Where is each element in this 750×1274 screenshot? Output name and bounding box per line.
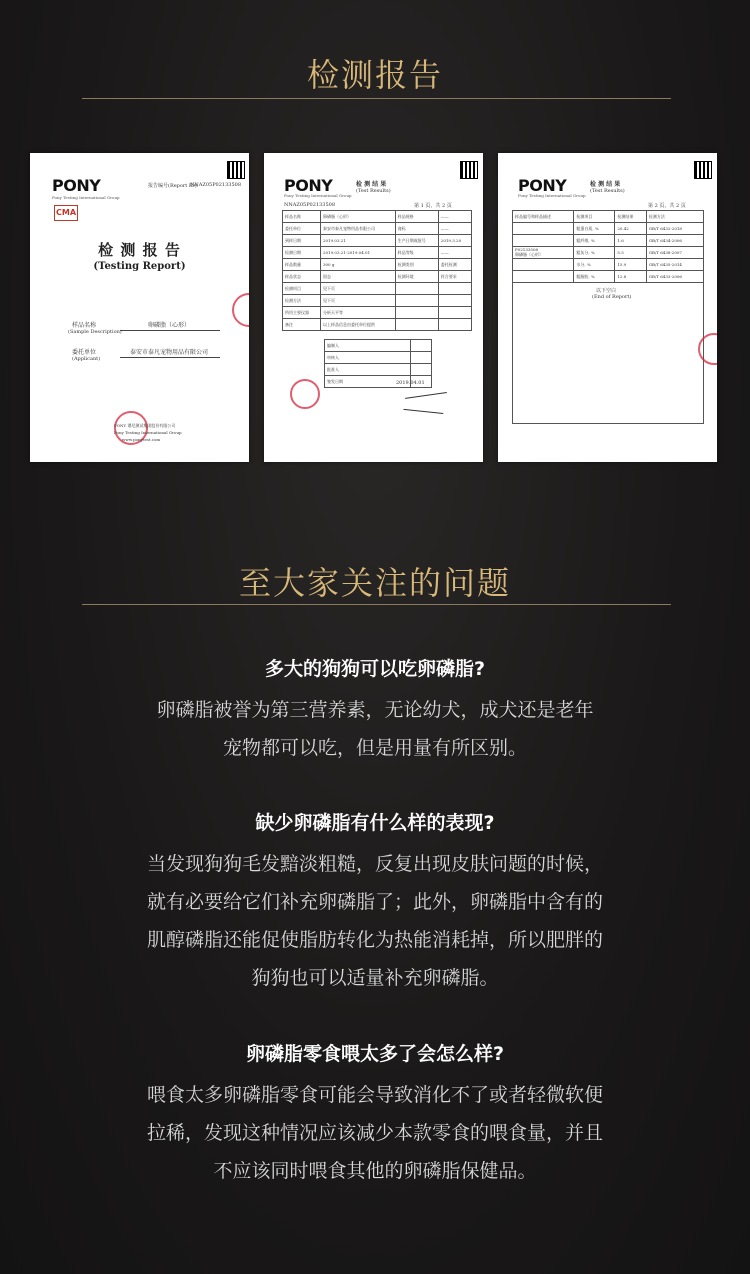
cover-title-en: (Testing Report)	[93, 261, 186, 272]
table-cell: 样品规格	[395, 211, 438, 223]
table-cell: 见下页	[320, 295, 395, 307]
issue-date: 2019.04.01	[396, 380, 425, 386]
faq-answer-line: 不应该同时喂食其他的卵磷脂保健品。	[213, 1160, 537, 1182]
underline	[120, 357, 220, 358]
pony-logo: PONY	[518, 176, 567, 195]
red-seal	[290, 379, 320, 409]
table-row	[283, 295, 472, 307]
report-id: NNAZ05P02133508	[190, 182, 242, 188]
cover-footer-url: www.ponytest.com	[122, 437, 161, 442]
table-cell: GB/T 6435-2014	[646, 259, 703, 271]
table-cell: 卵磷脂（心形）	[320, 211, 395, 223]
report-results-page-1-image	[264, 153, 483, 462]
faq-answer-line: 狗狗也可以适量补充卵磷脂。	[251, 967, 499, 989]
cma-mark: CMA	[54, 205, 78, 221]
faq-answer-line: 宠物都可以吃，但是用量有所区别。	[222, 737, 527, 759]
table-cell: 检测项目	[283, 283, 321, 295]
end-of-report: 以下空白	[596, 288, 617, 294]
table-cell: 20.42	[615, 223, 646, 235]
red-seal	[232, 293, 249, 327]
table-cell: 编制人	[325, 340, 411, 352]
brand-sub: Pony Testing International Group	[52, 195, 120, 200]
brand-sub: Pony Testing International Group	[518, 193, 586, 198]
title-divider	[82, 604, 671, 605]
table-cell: 批准人	[325, 364, 411, 376]
page-indicator: 第 1 页，共 2 页	[414, 203, 452, 209]
table-cell: 2019.3.20	[438, 235, 471, 247]
report-id: NNAZ05P02133508	[284, 202, 336, 208]
sample-value: 卵磷脂（心形）	[148, 322, 191, 329]
table-cell: 300 g	[320, 259, 395, 271]
faq-question: 缺少卵磷脂有什么样的表现?	[255, 812, 495, 834]
table-row	[325, 352, 432, 364]
applicant-label-en: (Applicant)	[72, 356, 101, 362]
table-cell	[395, 307, 438, 319]
report-results-page-2-image	[498, 153, 717, 462]
table-cell: 签发日期	[325, 376, 411, 388]
applicant-label: 委托单位	[72, 349, 97, 356]
section-title-faq: 至大家关注的问题	[238, 564, 511, 602]
cover-footer: PONY 谱尼测试集团股份有限公司	[114, 423, 176, 428]
table-row	[283, 307, 472, 319]
table-row	[325, 340, 432, 352]
underline	[120, 330, 220, 331]
table-cell: ——	[438, 223, 471, 235]
table-frame	[512, 210, 704, 424]
table-row	[325, 364, 432, 376]
cover-title-cn: 检 测 报 告	[98, 241, 181, 259]
table-cell: 检测日期	[283, 247, 321, 259]
table-cell: 审核人	[325, 352, 411, 364]
table-cell	[438, 295, 471, 307]
pony-logo: PONY	[52, 176, 101, 195]
table-header-cell: 检测项目	[574, 211, 615, 223]
table-cell: 检测环境	[395, 271, 438, 283]
table-cell: 固态	[320, 271, 395, 283]
table-cell: 样品状态	[283, 271, 321, 283]
signature	[403, 397, 444, 414]
results-heading: 检 测 结 果	[356, 181, 387, 188]
table-cell: 5.5	[615, 247, 646, 259]
table-cell: 所用主要仪器	[283, 307, 321, 319]
table-cell	[395, 319, 438, 331]
table-row	[283, 271, 472, 283]
qr-code-icon	[460, 161, 478, 179]
table-cell: 委托单位	[283, 223, 321, 235]
page-indicator: 第 2 页，共 2 页	[648, 203, 686, 209]
table-header-cell: 样品编号和样品描述	[513, 211, 574, 223]
sample-code: P02133508	[515, 247, 539, 252]
table-row	[283, 235, 472, 247]
table-cell: 2019.03.21-2019.04.01	[320, 247, 395, 259]
cover-footer-en: Pony Testing International Group	[114, 430, 182, 435]
faq-answer-line: 肌醇磷脂还能促使脂肪转化为热能消耗掉，所以肥胖的	[146, 929, 603, 951]
table-cell: 检测方法	[283, 295, 321, 307]
results-table	[282, 210, 472, 331]
sample-name: 卵磷脂（心形）	[515, 252, 543, 257]
table-cell: ——	[438, 211, 471, 223]
results-heading: 检 测 结 果	[590, 181, 621, 188]
table-cell	[411, 340, 432, 352]
table-row	[283, 223, 472, 235]
table-row	[283, 283, 472, 295]
table-header-cell: 检测结果	[615, 211, 646, 223]
table-row	[283, 247, 472, 259]
table-row	[283, 319, 472, 331]
table-cell: 以上样品信息由委托单位提供	[320, 319, 395, 331]
table-cell	[438, 283, 471, 295]
sample-label-en: (Sample Description)	[68, 329, 122, 335]
table-cell	[411, 364, 432, 376]
table-cell	[438, 319, 471, 331]
sample-label: 样品名称	[72, 322, 97, 329]
brand-sub: Pony Testing International Group	[284, 193, 352, 198]
table-cell	[438, 307, 471, 319]
table-cell	[411, 352, 432, 364]
table-cell: 委托检测	[438, 259, 471, 271]
table-cell: ——	[438, 247, 471, 259]
faq-answer-line: 就有必要给它们补充卵磷脂了；此外，卵磷脂中含有的	[146, 891, 603, 913]
table-cell: 见下页	[320, 283, 395, 295]
table-cell: 到样日期	[283, 235, 321, 247]
table-cell: 备注	[283, 319, 321, 331]
table-cell: 商标	[395, 223, 438, 235]
qr-code-icon	[227, 161, 245, 179]
report-cover-image	[30, 153, 249, 462]
table-cell: 符合要求	[438, 271, 471, 283]
table-cell: 水分, %	[574, 259, 615, 271]
faq-item	[0, 1039, 750, 1190]
table-cell: 样品名称	[283, 211, 321, 223]
table-cell: 1.6	[615, 235, 646, 247]
table-cell: 检测类别	[395, 259, 438, 271]
table-cell: 2019.03.21	[320, 235, 395, 247]
results-heading-en: (Test Results)	[356, 188, 391, 194]
faq-answer-line: 喂食太多卵磷脂零食可能会导致消化不了或者轻微软便	[146, 1084, 603, 1106]
faq-question: 卵磷脂零食喂太多了会怎么样?	[245, 1043, 505, 1065]
table-header-cell: 检测方法	[646, 211, 703, 223]
end-of-report-en: (End of Report)	[592, 294, 632, 300]
table-cell: GB/T 6432-2018	[646, 223, 703, 235]
table-cell: 粗灰分, %	[574, 247, 615, 259]
table-cell	[395, 283, 438, 295]
table-cell: GB/T 6434-2006	[646, 235, 703, 247]
table-cell	[395, 295, 438, 307]
faq-item	[0, 808, 750, 997]
faq-answer-line: 当发现狗狗毛发黯淡粗糙，反复出现皮肤问题的时候，	[146, 853, 603, 875]
table-cell: 样品等级	[395, 247, 438, 259]
section-title-report: 检测报告	[306, 56, 443, 94]
report-id-label: 报告编号(Report ID):	[148, 183, 199, 189]
table-cell: 15.9	[615, 259, 646, 271]
table-cell: 生产日期或批号	[395, 235, 438, 247]
table-cell: 粗蛋白质, %	[574, 223, 615, 235]
qr-code-icon	[694, 161, 712, 179]
table-cell: GB/T 6433-2006	[646, 271, 703, 283]
table-cell: 泰安市泰凡宠物用品有限公司	[320, 223, 395, 235]
table-cell: 分析天平等	[320, 307, 395, 319]
results-heading-en: (Test Results)	[590, 188, 625, 194]
faq-answer-line: 卵磷脂被誉为第三营养素，无论幼犬，成犬还是老年	[156, 699, 594, 721]
table-cell: GB/T 6438-2007	[646, 247, 703, 259]
table-cell: 12.8	[615, 271, 646, 283]
table-cell: 粗脂肪, %	[574, 271, 615, 283]
table-row	[283, 211, 472, 223]
table-cell: 粗纤维, %	[574, 235, 615, 247]
applicant-value: 泰安市泰凡宠物用品有限公司	[130, 349, 209, 356]
table-row	[283, 259, 472, 271]
table-cell: 样品数量	[283, 259, 321, 271]
faq-answer-line: 拉稀，发现这种情况应该减少本款零食的喂食量，并且	[146, 1122, 603, 1144]
faq-question: 多大的狗狗可以吃卵磷脂?	[264, 658, 486, 680]
title-divider	[82, 98, 671, 99]
pony-logo: PONY	[284, 176, 333, 195]
faq-item	[0, 654, 750, 767]
